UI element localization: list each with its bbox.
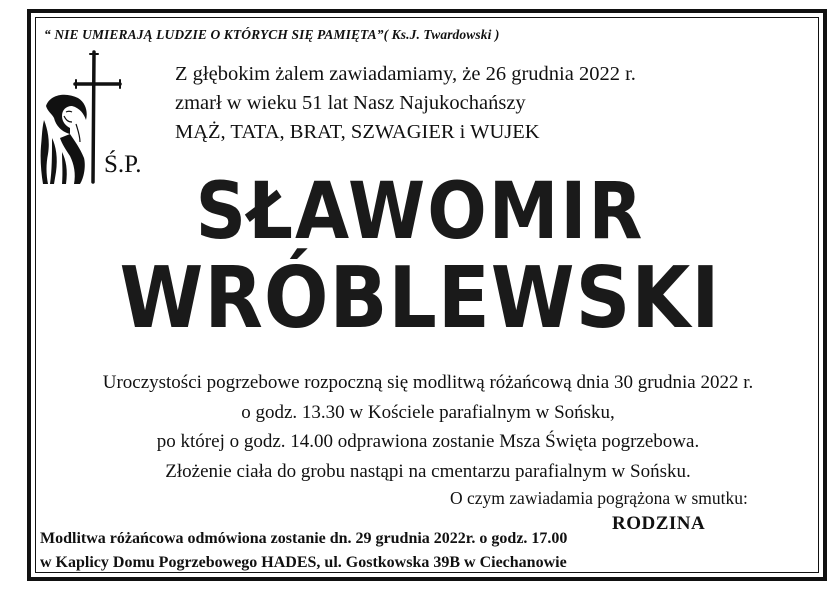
informed-by-line: O czym zawiadamia pogrążona w smutku: [450,488,748,508]
announcement [175,60,795,147]
rosary-prayer-note [40,527,567,575]
funeral-details [36,368,820,486]
sp-abbreviation: Ś.P. [104,151,142,178]
announcement-line: MĄŻ, TATA, BRAT, SZWAGIER i WUJEK [175,121,540,143]
deceased-first-name: SŁAWOMIR [195,165,645,257]
funeral-detail-line: po której o godz. 14.00 odprawiona zostanie Msza Święta pogrzebowa. [156,431,700,452]
cropped-next-notice-edge [30,586,790,594]
rosary-line: w Kaplicy Domu Pogrzebowego HADES, ul. Gostkowska 39B w Ciechanowie [40,554,567,571]
deceased-last-name: WRÓBLEWSKI [119,247,721,348]
rosary-line: Modlitwa różańcowa odmówiona zostanie dn. 29 grudnia 2022r. o godz. 17.00 [40,530,568,547]
announcement-line: Z głębokim żalem zawiadamiamy, że 26 grudnia 2022 r. [175,63,636,85]
family-signature: RODZINA [612,513,706,534]
funeral-detail-line: Złożenie ciała do grobu nastąpi na cmentarzu parafialnym w Sońsku. [165,460,691,482]
funeral-detail-line: Uroczystości pogrzebowe rozpoczną się modlitwą różańcową dnia 30 grudnia 2022 r. [102,372,754,393]
funeral-detail-line: o godz. 13.30 w Kościele parafialnym w Sońsku, [241,401,615,423]
memorial-quote: “ NIE UMIERAJĄ LUDZIE O KTÓRYCH SIĘ PAMIĘTA”( Ks.J. Twardowski ) [44,27,500,42]
announcement-line: zmarł w wieku 51 lat Nasz Najukochańszy [175,92,526,114]
